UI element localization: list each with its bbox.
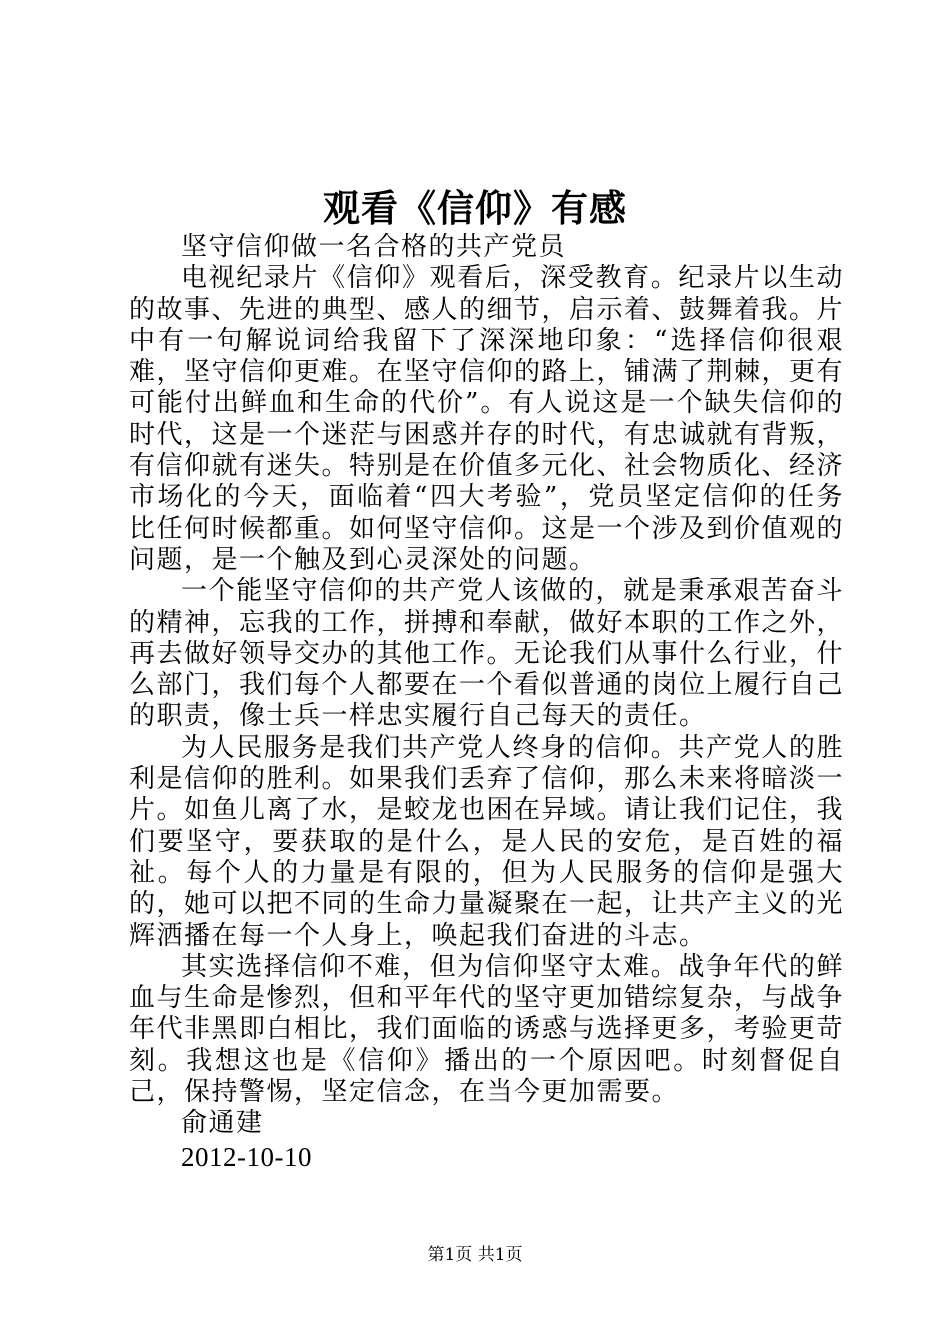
paragraph-4: 其实选择信仰不难，但为信仰坚守太难。战争年代的鲜血与生命是惨烈，但和平年代的坚守更加错综复杂，与战争年代非黑即白相比，我们面临的诱惑与选择更多，考验更苛刻。我想这也是《信仰》播出的一个原因吧。时刻督促自己，保持警惕，坚定信念，在当今更加需要。	[129, 951, 845, 1108]
paragraph-1: 电视纪录片《信仰》观看后，深受教育。纪录片以生动的故事、先进的典型、感人的细节，启示着、鼓舞着我。片中有一句解说词给我留下了深深地印象：“选择信仰很艰难，坚守信仰更难。在坚守信仰的路上，铺满了荆棘，更有可能付出鲜血和生命的代价”。有人说这是一个缺失信仰的时代，这是一个迷茫与困惑并存的时代，有忠诚就有背叛，有信仰就有迷失。特别是在价值多元化、社会物质化、经济市场化的今天，面临着“四大考验”，党员坚定信仰的任务比任何时候都重。如何坚守信仰。这是一个涉及到价值观的问题，是一个触及到心灵深处的问题。	[129, 263, 845, 575]
paragraph-2: 一个能坚守信仰的共产党人该做的，就是秉承艰苦奋斗的精神，忘我的工作，拼搏和奉献，做好本职的工作之外，再去做好领导交办的其他工作。无论我们从事什么行业，什么部门，我们每个人都要在一个看似普通的岗位上履行自己的职责，像士兵一样忠实履行自己每天的责任。	[129, 576, 845, 732]
document-body	[129, 232, 844, 1173]
document-subtitle: 坚守信仰做一名合格的共产党员	[181, 232, 567, 262]
paragraph-3: 为人民服务是我们共产党人终身的信仰。共产党人的胜利是信仰的胜利。如果我们丢弃了信仰，那么未来将暗淡一片。如鱼儿离了水，是蛟龙也困在异域。请让我们记住，我们要坚守，要获取的是什么，是人民的安危，是百姓的福祉。每个人的力量是有限的，但为人民服务的信仰是强大的，她可以把不同的生命力量凝聚在一起，让共产主义的光辉洒播在每一个人身上，唤起我们奋进的斗志。	[129, 732, 845, 951]
document-date: 2012-10-10	[181, 1141, 312, 1172]
page-footer: 第1页 共1页	[427, 1245, 523, 1265]
author-name: 俞通建	[181, 1108, 264, 1139]
document-title: 观看《信仰》有感	[323, 186, 627, 230]
